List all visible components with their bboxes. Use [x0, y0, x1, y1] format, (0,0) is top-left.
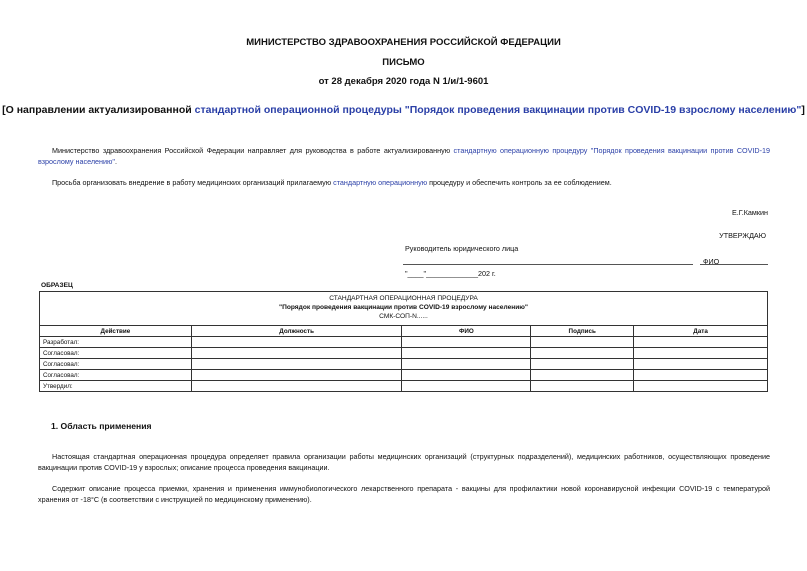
sop-header-box — [39, 291, 768, 327]
sop-code: СМК-СОП-N...... — [379, 313, 428, 320]
row-action: Согласовал: — [40, 348, 192, 359]
p1-prefix: Министерство здравоохранения Российской Федерации направляет для руководства в работе актуализированную — [52, 146, 454, 155]
row-action: Разработал: — [40, 337, 192, 348]
cell-fio — [402, 359, 531, 370]
cell-signature — [531, 370, 634, 381]
body-paragraph-1 — [38, 145, 770, 167]
title-prefix: [О направлении актуализированной — [2, 104, 195, 116]
ministry-heading: МИНИСТЕРСТВО ЗДРАВООХРАНЕНИЯ РОССИЙСКОЙ ФЕДЕРАЦИИ — [246, 37, 561, 48]
title-suffix: ] — [801, 104, 805, 116]
cell-position — [191, 370, 402, 381]
table-row — [40, 348, 768, 359]
row-action: Согласовал: — [40, 370, 192, 381]
document-type: ПИСЬМО — [382, 57, 425, 68]
cell-signature — [531, 348, 634, 359]
cell-date — [634, 381, 768, 392]
col-position: Должность — [191, 326, 402, 337]
col-action: Действие — [40, 326, 192, 337]
approve-label: УТВЕРЖДАЮ — [719, 231, 766, 240]
col-fio: ФИО — [402, 326, 531, 337]
p1-suffix: . — [114, 157, 117, 166]
col-signature: Подпись — [531, 326, 634, 337]
cell-signature — [531, 359, 634, 370]
section-1-paragraph-2: Содержит описание процесса приемки, хранения и применения иммунобиологического лекарственного препарата - вакцины для профилактики новой коронавирусной инфекции COVID-19 с температурой хранения от -18°С (в соответствии с инструкцией по медицинскому применению). — [38, 484, 770, 504]
cell-date — [634, 348, 768, 359]
signature-name: Е.Г.Камкин — [731, 208, 768, 217]
row-action: Утвердил: — [40, 381, 192, 392]
cell-fio — [402, 370, 531, 381]
cell-position — [191, 348, 402, 359]
p2-prefix: Просьба организовать внедрение в работу медицинских организаций прилагаемую — [52, 178, 334, 187]
col-date: Дата — [634, 326, 768, 337]
cell-signature — [531, 337, 634, 348]
table-header-row — [40, 326, 768, 337]
section-1-paragraph-1: Настоящая стандартная операционная процедура определяет правила организации работы медицинских организаций (структурных подразделений), медицинских работников, осуществляющих проведение вакцинации против COVID-19 у взрослых; описание процесса проведения вакцинации. — [38, 452, 770, 472]
signature-line — [403, 264, 693, 265]
cell-date — [634, 359, 768, 370]
sop-link-1[interactable]: стандартную операционную процедуру "Порядок проведения вакцинации против COVID-19 взрослому населению" — [38, 146, 770, 166]
sample-label: ОБРАЗЕЦ — [41, 282, 73, 289]
sop-name: "Порядок проведения вакцинации против COVID-19 взрослому населению" — [278, 304, 529, 311]
table-row — [40, 337, 768, 348]
sop-link-2[interactable]: стандартную операционную — [333, 178, 428, 187]
cell-fio — [402, 348, 531, 359]
document-date-number: от 28 декабря 2020 года N 1/и/1-9601 — [318, 76, 489, 87]
date-line: "____"_____________202 г. — [405, 269, 496, 278]
approval-table — [39, 325, 768, 392]
body-paragraph-2 — [38, 177, 770, 188]
cell-date — [634, 337, 768, 348]
document-title — [0, 104, 807, 116]
table-row — [40, 381, 768, 392]
cell-fio — [402, 381, 531, 392]
table-row — [40, 359, 768, 370]
sop-title: СТАНДАРТНАЯ ОПЕРАЦИОННАЯ ПРОЦЕДУРА — [329, 295, 478, 302]
row-action: Согласовал: — [40, 359, 192, 370]
title-link[interactable]: стандартной операционной процедуры "Порядок проведения вакцинации против COVID-19 взрослому населению" — [194, 104, 802, 116]
table-row — [40, 370, 768, 381]
cell-date — [634, 370, 768, 381]
cell-position — [191, 381, 402, 392]
cell-position — [191, 359, 402, 370]
head-label: Руководитель юридического лица — [405, 244, 519, 253]
fio-line — [700, 264, 768, 265]
cell-signature — [531, 381, 634, 392]
fio-label: ФИО — [703, 257, 720, 266]
cell-position — [191, 337, 402, 348]
cell-fio — [402, 337, 531, 348]
p2-suffix: процедуру и обеспечить контроль за ее соблюдением. — [427, 178, 612, 187]
section-1-heading: 1. Область применения — [51, 421, 152, 431]
